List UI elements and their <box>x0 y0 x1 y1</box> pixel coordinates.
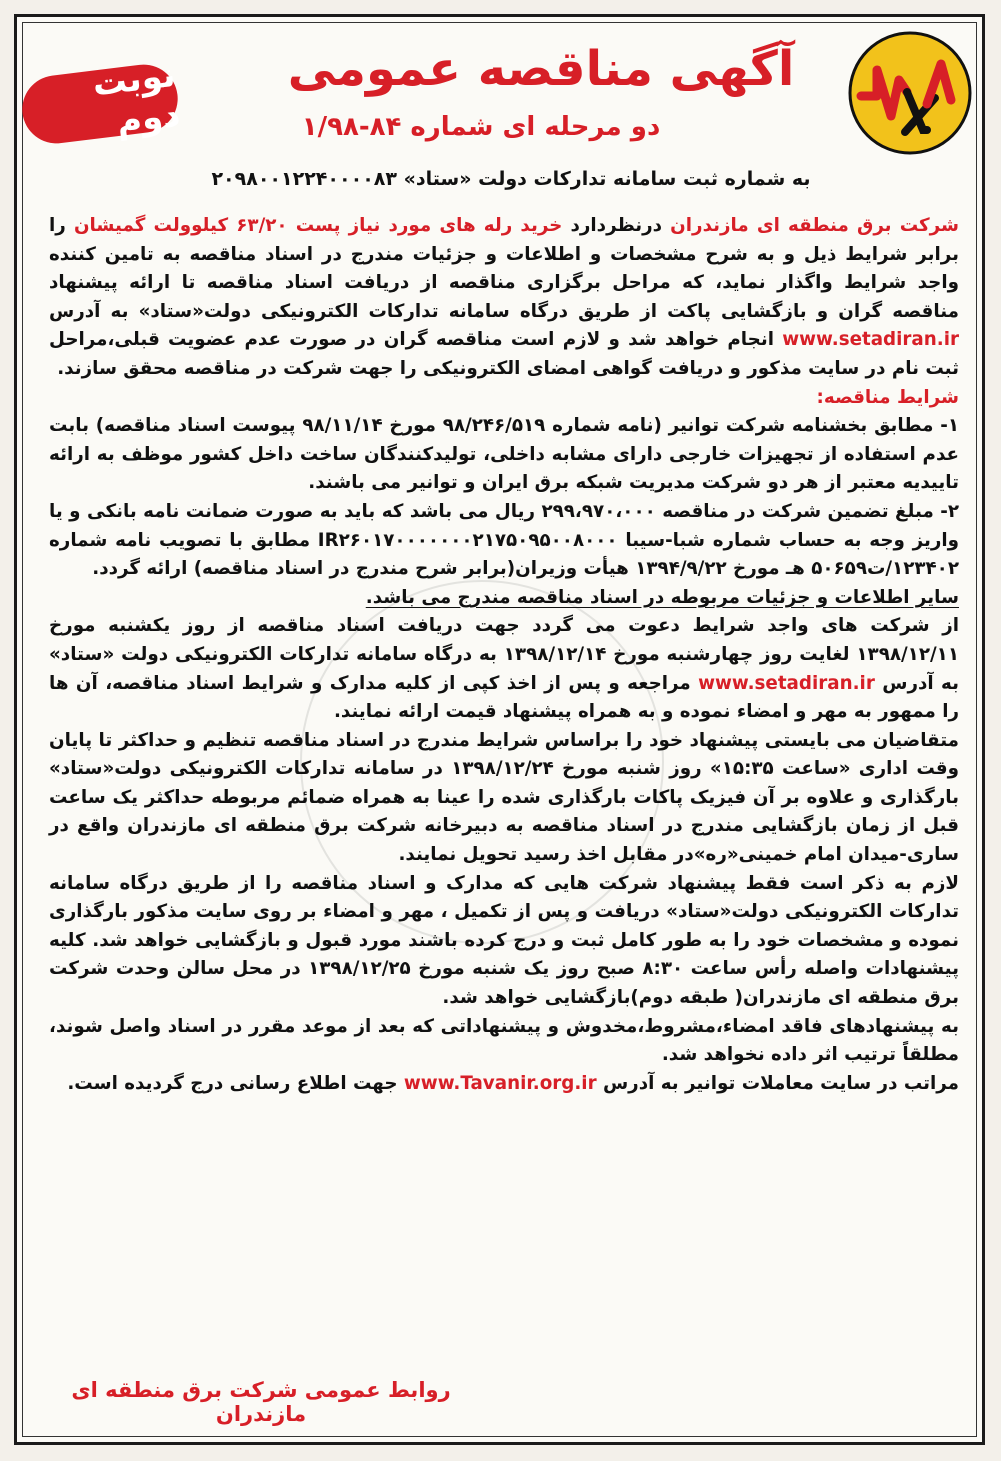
setad-link-2[interactable]: www.setadiran.ir <box>698 672 875 694</box>
intro-paragraph: شرکت برق منطقه ای مازندران درنظردارد خرید رله های مورد نیاز پست ۶۳/۲۰ کیلوولت گمیشان را برابر شرایط ذیل و به شرح مشخصات و اطلاعات و جزئیات مندرج در اسناد مناقصه به تامین کننده واجد شرایط واگذار نماید، که مراحل برگزاری مناقصه از دریافت اسناد مناقصه تا ارائه پیشنهاد مناقصه گران و بازگشایی پاکت از طریق درگاه سامانه تدارکات الکترونیکی دولت«ستاد» به آدرس www.setadiran.ir انجام خواهد شد و لازم است مناقصه گران در صورت عدم عضویت قبلی،مراحل ثبت نام در سایت مذکور و دریافت گواهی امضای الکترونیکی را جهت شرکت در مناقصه محقق سازند. <box>49 215 960 379</box>
tender-number: دو مرحله ای شماره ۸۴-۱/۹۸ <box>301 112 661 142</box>
registration-number: به شماره ثبت سامانه تدارکات دولت «ستاد» ۲۰۹۸۰۰۱۲۲۴۰۰۰۰۸۳ <box>211 168 811 190</box>
electricity-logo-icon <box>847 30 973 156</box>
submission-paragraph: متقاضیان می بایستی پیشنهاد خود را براساس شرایط مندرج در اسناد مناقصه تنظیم و حداکثر تا پایان وقت اداری «ساعت ۱۵:۳۵» روز شنبه مورخ ۱۳۹۸/۱۲/۲۴ در سامانه تدارکات الکترونیکی دولت«ستاد» بارگذاری و علاوه بر آن فیزیک پاکات بارگذاری شده را عینا به همراه ضمائم مربوطه حداکثر یک ساعت قبل از زمان بازگشایی مندرج در اسناد مناقصه به دبیرخانه شرکت برق منطقه ای مازندران واقع در ساری-میدان امام خمینی«ره»در مقابل اخذ رسید تحویل نمایند. <box>49 729 960 866</box>
other-info: سایر اطلاعات و جزئیات مربوطه در اسناد مناقصه مندرج می باشد. <box>365 586 959 608</box>
setad-link[interactable]: www.setadiran.ir <box>782 329 959 351</box>
company-name: شرکت برق منطقه ای مازندران <box>670 215 960 236</box>
notice-body <box>49 212 959 1098</box>
rejection-paragraph: به پیشنهادهای فاقد امضاء،مشروط،مخدوش و پیشنهاداتی که بعد از موعد مقرر در اسناد واصل شوند، مطلقاً ترتیب اثر داده نخواهد شد. <box>49 1015 959 1066</box>
condition-2: ۲- مبلغ تضمین شرکت در مناقصه ۲۹۹،۹۷۰،۰۰۰ ریال می باشد که باید به صورت ضمانت نامه بانکی و یا واریز وجه به حساب شماره شبا-سیبا IR۲۶۰۱۷۰۰۰۰۰۰۰۲۱۷۵۰۹۵۰۰۸۰۰۰ مطابق با تصویب نامه شماره ۱۲۳۴۰۲/ت۵۰۶۵۹ هـ مورخ ۱۳۹۴/۹/۲۲ هیأت وزیران(برابر شرح مندرج در اسناد مناقصه) ارائه گردد. <box>49 500 959 580</box>
tavanir-link[interactable]: www.Tavanir.org.ir <box>403 1072 597 1094</box>
conditions-heading: شرایط مناقصه: <box>816 386 959 408</box>
second-round-badge: نوبت دوم <box>18 61 181 148</box>
tavanir-paragraph: مراتب در سایت معاملات توانیر به آدرس www.Tavanir.org.ir جهت اطلاع رسانی درج گردیده است. <box>67 1072 959 1094</box>
public-relations-signature: روابط عمومی شرکت برق منطقه ای مازندران <box>71 1378 451 1426</box>
acceptance-paragraph: لازم به ذکر است فقط پیشنهاد شرکت هایی که مدارک و اسناد مناقصه را از طریق درگاه سامانه تدارکات الکترونیکی دولت«ستاد» دریافت و پس از تکمیل ، مهر و امضاء بر روی سایت مذکور بارگذاری نموده و مشخصات خود را به طور کامل ثبت و درج کرده باشند مورد قبول و بازگشایی خواهد شد. کلیه پیشنهادات واصله رأس ساعت ۸:۳۰ صبح روز یک شنبه مورخ ۱۳۹۸/۱۲/۲۵ در محل سالن وحدت شرکت برق منطقه ای مازندران( طبقه دوم)بازگشایی خواهد شد. <box>49 872 959 1009</box>
tender-item: خرید رله های مورد نیاز پست ۶۳/۲۰ کیلوولت گمیشان <box>73 215 563 236</box>
documents-paragraph: از شرکت های واجد شرایط دعوت می گردد جهت دریافت اسناد مناقصه از روز یکشنبه مورخ ۱۳۹۸/۱۲/۱۱ لغایت روز چهارشنبه مورخ ۱۳۹۸/۱۲/۱۴ به درگاه سامانه تدارکات الکترونیکی دولت «ستاد» به آدرس www.setadiran.ir مراجعه و پس از اخذ کپی از کلیه مدارک و شرایط اسناد مناقصه، آن ها را ممهور به مهر و امضاء نموده و به همراه پیشنهاد قیمت ارائه نمایند. <box>49 615 959 723</box>
notice-title: آگهی مناقصه عمومی <box>287 41 795 97</box>
condition-1: ۱- مطابق بخشنامه شرکت توانیر (نامه شماره ۹۸/۲۴۶/۵۱۹ مورخ ۹۸/۱۱/۱۴ پیوست اسناد مناقصه) بابت عدم استفاده از تجهیزات خارجی دارای مشابه داخلی، تولیدکنندگان ساخت داخل کشور موظف به ارائه تاییدیه معتبر از هر دو شرکت مدیریت شبکه برق ایران و توانیر می باشند. <box>49 415 959 494</box>
